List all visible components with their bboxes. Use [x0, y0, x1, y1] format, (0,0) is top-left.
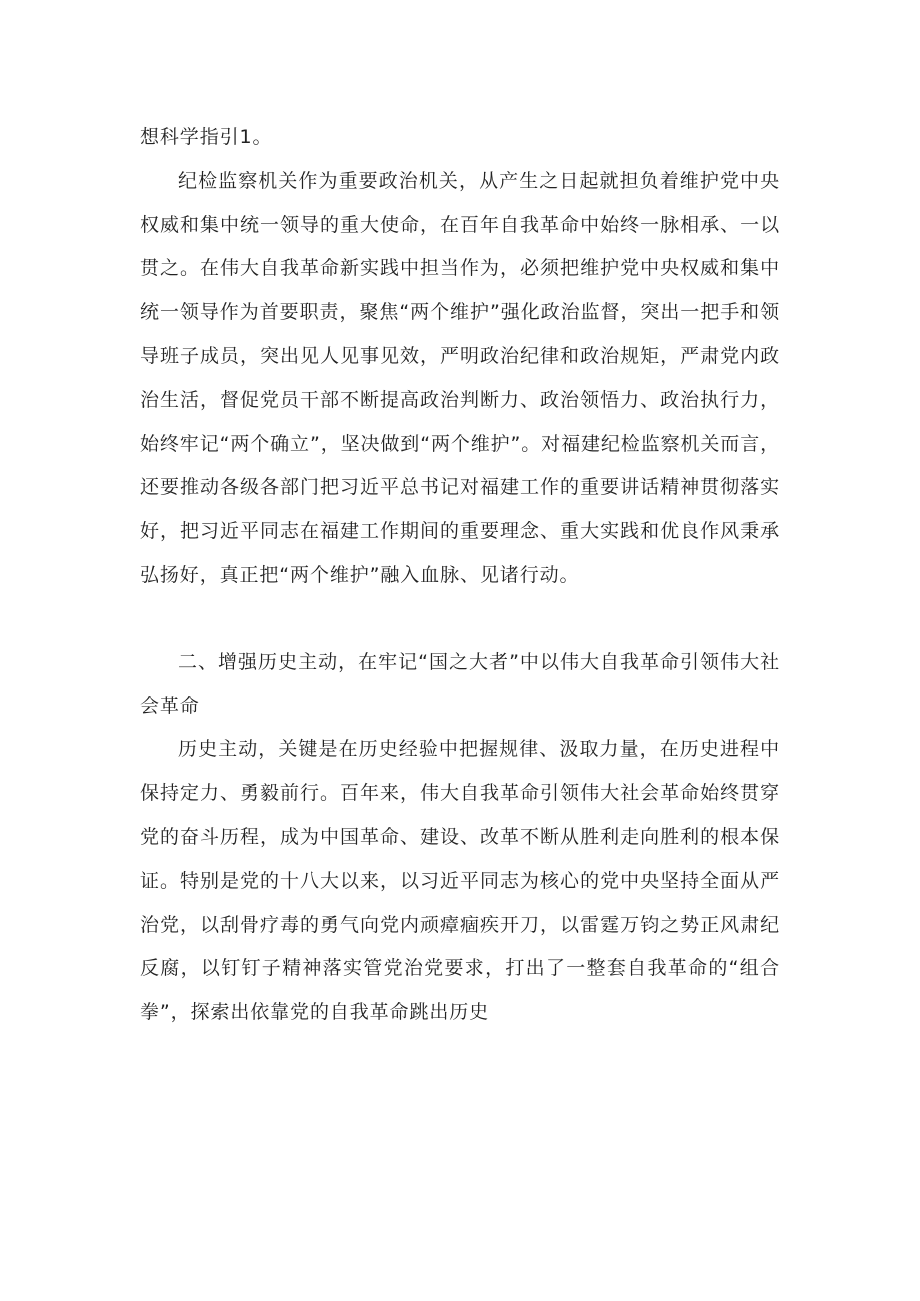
section-heading: 二、增强历史主动，在牢记“国之大者”中以伟大自我革命引领伟大社会革命 [140, 650, 780, 717]
body-paragraph: 纪检监察机关作为重要政治机关，从产生之日起就担负着维护党中央权威和集中统一领导的重大使命，在百年自我革命中始终一脉相承、一以贯之。在伟大自我革命新实践中担当作为，必须把维护党中央权威和集中统一领导作为首要职责，聚焦“两个维护”强化政治监督，突出一把手和领导班子成员，突出见人见事见效，严明政治纪律和政治规矩，严肃党内政治生活，督促党员干部不断提高政治判断力、政治领悟力、政治执行力，始终牢记“两个确立”，坚决做到“两个维护”。对福建纪检监察机关而言，还要推动各级各部门把习近平总书记对福建工作的重要讲话精神贯彻落实好，把习近平同志在福建工作期间的重要理念、重大实践和优良作风秉承弘扬好，真正把“两个维护”融入血脉、见诸行动。 [140, 169, 780, 586]
document-body [140, 116, 780, 1035]
body-paragraph: 历史主动，关键是在历史经验中把握规律、汲取力量，在历史进程中保持定力、勇毅前行。百年来，伟大自我革命引领伟大社会革命始终贯穿党的奋斗历程，成为中国革命、建设、改革不断从胜利走向胜利的根本保证。特别是党的十八大以来，以习近平同志为核心的党中央坚持全面从严治党，以刮骨疗毒的勇气向党内顽瘴痼疾开刀，以雷霆万钧之势正风肃纪反腐，以钉钉子精神落实管党治党要求，打出了一整套自我革命的“组合拳”，探索出依靠党的自我革命跳出历史 [140, 738, 780, 1024]
paragraph-gap [140, 598, 780, 641]
continuation-line: 想科学指引1。 [140, 126, 273, 148]
